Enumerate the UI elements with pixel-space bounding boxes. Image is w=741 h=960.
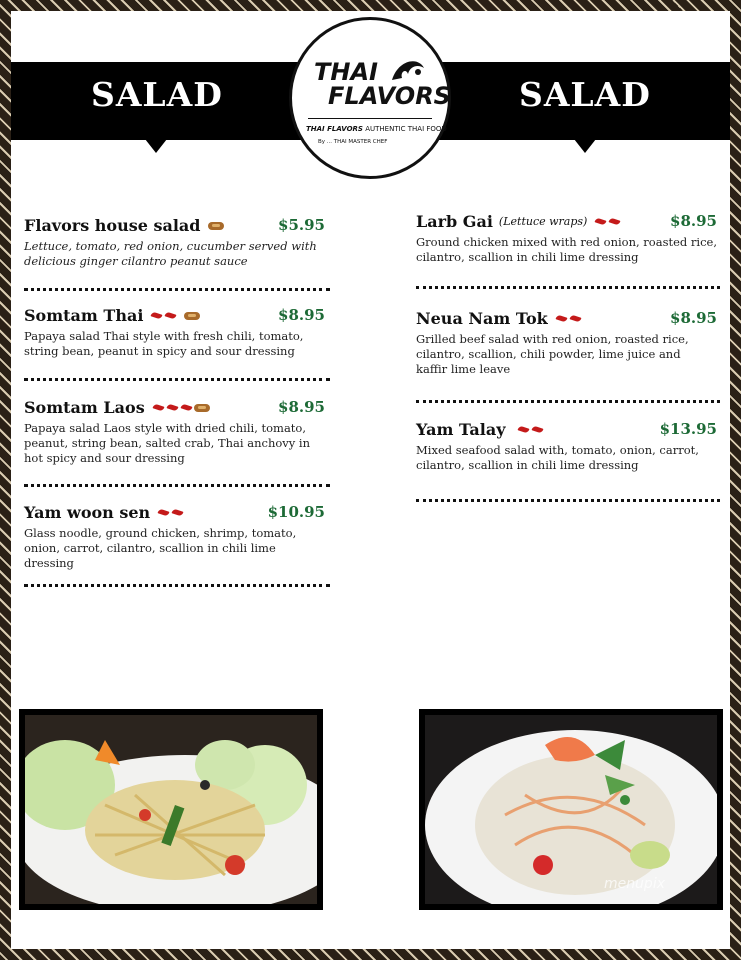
right-banner-notch [574, 139, 596, 153]
item-divider [416, 400, 720, 403]
chili-icon [595, 219, 620, 224]
item-price: $10.95 [267, 503, 325, 521]
item-name: Yam woon sen [24, 503, 330, 522]
menu-item-larb-gai [416, 212, 720, 265]
item-name: Neua Nam Tok [416, 309, 720, 328]
chili-icon [556, 316, 581, 321]
item-price: $13.95 [659, 420, 717, 438]
restaurant-logo [289, 17, 451, 179]
left-section-title: SALAD [91, 75, 223, 114]
item-divider [24, 584, 330, 587]
papaya-salad-photo [19, 709, 323, 910]
item-name: Somtam Thai [24, 306, 330, 325]
item-divider [416, 286, 720, 289]
item-description: Grilled beef salad with red onion, roasted rice, cilantro, scallion, chili powder, lime juice and kaffir lime leave [416, 332, 689, 376]
papaya-salad-image [25, 715, 317, 904]
item-description: Glass noodle, ground chicken, shrimp, tomato, onion, carrot, cilantro, scallion in chili lime dressing [24, 526, 297, 570]
logo-text-flavors: FLAVORS [328, 82, 451, 110]
item-price: $8.95 [670, 309, 717, 327]
item-divider [24, 378, 330, 381]
logo-chef-line: By ... THAI MASTER CHEF [318, 139, 388, 145]
menu-item-yam-woon-sen [24, 503, 330, 571]
item-divider [24, 288, 330, 291]
item-description: Lettuce, tomato, red onion, cucumber served with delicious ginger cilantro peanut sauce [24, 239, 317, 268]
item-description: Papaya salad Laos style with dried chili, tomato, peanut, string bean, salted crab, Thai anchovy in hot spicy and sour dressing [24, 421, 311, 465]
logo-tagline: THAI FLAVORS AUTHENTIC THAI FOOD [306, 125, 447, 133]
chili-icon [518, 427, 543, 432]
item-name: Flavors house salad [24, 216, 330, 235]
menu-item-yam-talay [416, 420, 720, 473]
right-section-title: SALAD [519, 75, 651, 114]
item-name: Yam Talay [416, 420, 720, 439]
item-price: $5.95 [278, 216, 325, 234]
menu-item-somtam-thai [24, 306, 330, 359]
logo-divider [308, 118, 432, 119]
left-banner-notch [145, 139, 167, 153]
peanut-icon [184, 312, 200, 320]
menu-item-flavors-house-salad [24, 216, 330, 269]
item-description: Papaya salad Thai style with fresh chili, tomato, string bean, peanut in spicy and sour dressing [24, 329, 304, 358]
item-price: $8.95 [278, 306, 325, 324]
logo-text-thai: THAI [314, 58, 378, 86]
seafood-salad-photo [419, 709, 723, 910]
peanut-icon [194, 404, 210, 412]
item-description: Mixed seafood salad with, tomato, onion, carrot, cilantro, scallion in chili lime dressing [416, 443, 699, 472]
chili-icon [153, 405, 192, 410]
item-price: $8.95 [670, 212, 717, 230]
chili-icon [158, 510, 183, 515]
chili-icon [151, 313, 176, 318]
item-name: Larb Gai (Lettuce wraps) [416, 212, 720, 231]
seafood-salad-image [425, 715, 717, 904]
item-divider [416, 499, 720, 502]
menu-item-neua-nam-tok [416, 309, 720, 377]
item-note: (Lettuce wraps) [498, 215, 588, 228]
item-description: Ground chicken mixed with red onion, roasted rice, cilantro, scallion in chili lime dressing [416, 235, 718, 264]
menupix-watermark: menupix [603, 876, 665, 892]
peanut-icon [208, 222, 224, 230]
item-name: Somtam Laos [24, 398, 330, 417]
menu-item-somtam-laos [24, 398, 330, 466]
item-price: $8.95 [278, 398, 325, 416]
item-divider [24, 484, 330, 487]
